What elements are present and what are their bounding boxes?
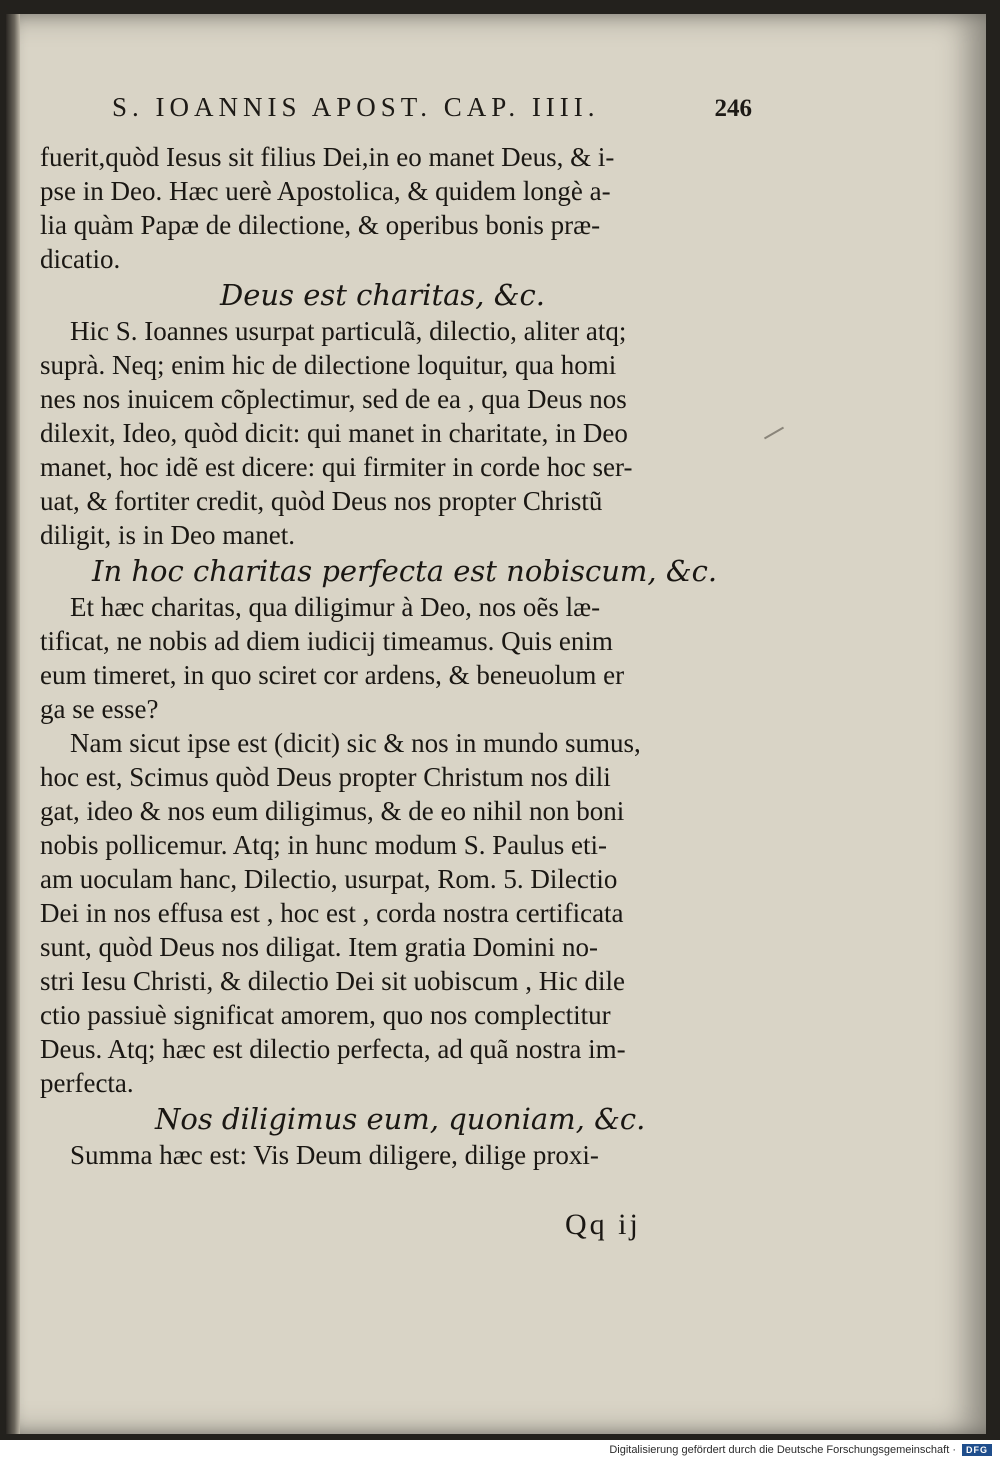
text-line: perfecta. [40,1068,134,1098]
page-body-text [40,140,740,1172]
text-line: ctio passiuè significat amorem, quo nos complectitur [40,1000,611,1030]
running-head-title: S. IOANNIS APOST. CAP. IIII. [112,92,600,122]
running-head [112,92,752,123]
dfg-logo: DFG [962,1444,992,1456]
section-rubric: In hoc charitas perfecta est nobiscum, &c. [92,554,718,588]
text-line: Deus. Atq; hæc est dilectio perfecta, ad quã nostra im- [40,1034,626,1064]
text-line: sunt, quòd Deus nos diligat. Item gratia Domini no- [40,932,598,962]
text-line: Summa hæc est: Vis Deum diligere, dilige proxi- [70,1140,599,1170]
text-line: diligit, is in Deo manet. [40,520,295,550]
section-rubric: Deus est charitas, &c. [220,278,545,312]
text-line: ga se esse? [40,694,159,724]
text-line: nes nos inuicem cõplectimur, sed de ea , qua Deus nos [40,384,627,414]
text-line: eum timeret, in quo sciret cor ardens, & beneuolum er [40,660,625,690]
text-line: lia quàm Papæ de dilectione, & operibus bonis præ- [40,210,601,240]
digitization-footer [0,1440,1000,1460]
text-line: Nam sicut ipse est (dicit) sic & nos in mundo sumus, [70,728,641,758]
text-line: Hic S. Ioannes usurpat particulã, dilectio, aliter atq; [70,316,627,346]
funding-credit: Digitalisierung gefördert durch die Deutsche Forschungsgemeinschaft · [609,1444,956,1456]
text-line: nobis pollicemur. Atq; in hunc modum S. Paulus eti- [40,830,607,860]
text-line: am uoculam hanc, Dilectio, usurpat, Rom. 5. Dilectio [40,864,618,894]
section-rubric: Nos diligimus eum, quoniam, &c. [155,1102,646,1136]
text-line: fuerit,quòd Iesus sit filius Dei,in eo manet Deus, & i- [40,142,615,172]
text-line: Et hæc charitas, qua diligimur à Deo, nos oẽs læ- [70,592,601,622]
text-line: Dei in nos effusa est , hoc est , corda nostra certificata [40,898,624,928]
text-line: hoc est, Scimus quòd Deus propter Christum nos dili [40,762,611,792]
page-gutter-shadow [6,14,20,1434]
text-line: dicatio. [40,244,121,274]
text-line: suprà. Neq; enim hic de dilectione loquitur, qua homi [40,350,617,380]
text-line: dilexit, Ideo, quòd dicit: qui manet in charitate, in Deo [40,418,628,448]
text-line: stri Iesu Christi, & dilectio Dei sit uobiscum , Hic dile [40,966,625,996]
text-line: pse in Deo. Hæc uerè Apostolica, & quidem longè a- [40,176,611,206]
text-line: uat, & fortiter credit, quòd Deus nos propter Christũ [40,486,603,516]
text-line: manet, hoc idẽ est dicere: qui firmiter in corde hoc ser- [40,452,633,482]
signature-mark: Qq ij [565,1208,641,1241]
text-line: gat, ideo & nos eum diligimus, & de eo nihil non boni [40,796,625,826]
text-line: tificat, ne nobis ad diem iudicij timeamus. Quis enim [40,626,613,656]
page-number: 246 [714,95,752,122]
